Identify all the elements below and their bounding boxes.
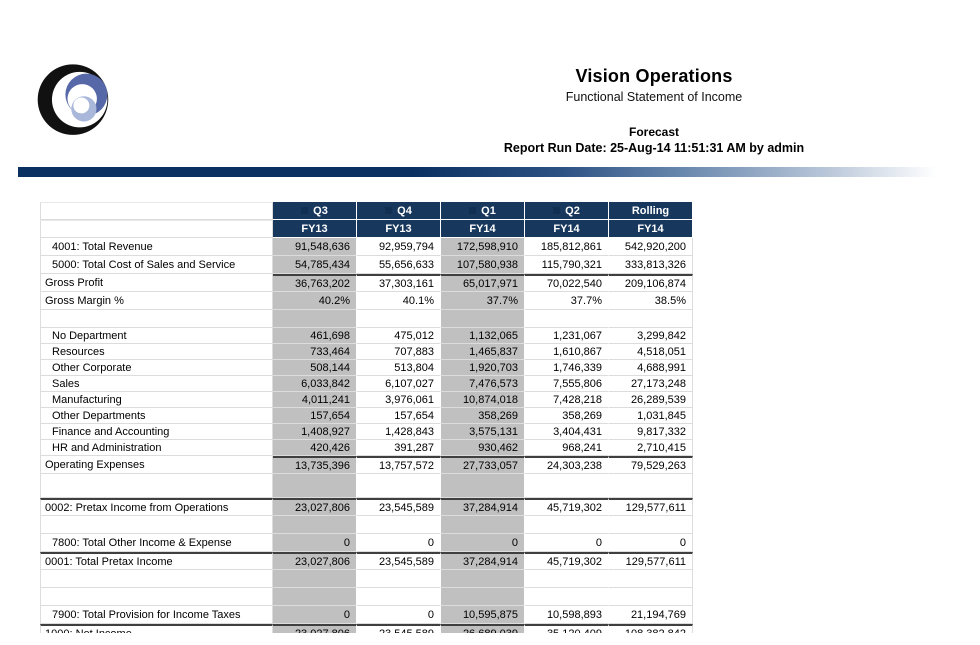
cell-q2-fy14: 968,241: [525, 440, 609, 456]
row-label: 4001: Total Revenue: [40, 238, 273, 256]
cell-q4-fy13: 513,804: [357, 360, 441, 376]
table-row: [40, 498, 694, 516]
cell-q4-fy13: [357, 588, 441, 606]
cell-q4-fy13: 0: [357, 534, 441, 552]
drill-icon: [301, 207, 308, 214]
cell-rolling-fy14: 129,577,611: [609, 552, 693, 570]
cell-q4-fy13: [357, 516, 441, 534]
spacer-row: [40, 570, 694, 588]
cell-rolling-fy14: 9,817,332: [609, 424, 693, 440]
cell-rolling-fy14: 129,577,611: [609, 498, 693, 516]
cell-q2-fy14: 45,719,302: [525, 498, 609, 516]
cell-q3-fy13: 23,027,806: [273, 552, 357, 570]
cell-rolling-fy14: 79,529,263: [609, 456, 693, 474]
spacer-row: [40, 516, 694, 534]
period-label: Q4: [397, 204, 412, 217]
table-row: [40, 606, 694, 624]
table-row: [40, 328, 694, 344]
cell-q3-fy13: 0: [273, 606, 357, 624]
cell-q2-fy14: [525, 516, 609, 534]
table-row: [40, 424, 694, 440]
drill-icon: [553, 207, 560, 214]
cell-q2-fy14: 1,746,339: [525, 360, 609, 376]
cell-q3-fy13: 6,033,842: [273, 376, 357, 392]
table-row: [40, 440, 694, 456]
table-row: [40, 238, 694, 256]
cell-q1-fy14: 10,595,875: [441, 606, 525, 624]
drill-icon: [469, 207, 476, 214]
cell-rolling-fy14: 21,194,769: [609, 606, 693, 624]
table-row: [40, 256, 694, 274]
cell-q4-fy13: 3,976,061: [357, 392, 441, 408]
cell-q2-fy14: 1,231,067: [525, 328, 609, 344]
cell-rolling-fy14: 0: [609, 534, 693, 552]
cell-q3-fy13: 91,548,636: [273, 238, 357, 256]
cell-rolling-fy14: 4,688,991: [609, 360, 693, 376]
cell-q4-fy13: 475,012: [357, 328, 441, 344]
cell-rolling-fy14: 38.5%: [609, 292, 693, 310]
table-row: [40, 274, 694, 292]
row-label: Other Departments: [40, 408, 273, 424]
cell-q2-fy14: [525, 588, 609, 606]
cell-q3-fy13: [273, 310, 357, 328]
row-label: 0002: Pretax Income from Operations: [40, 498, 273, 516]
cell-q2-fy14: [525, 310, 609, 328]
cell-q1-fy14: [441, 570, 525, 588]
cell-q2-fy14: 1,610,867: [525, 344, 609, 360]
cell-q2-fy14: [525, 474, 609, 498]
cell-q4-fy13: 391,287: [357, 440, 441, 456]
cell-rolling-fy14: 26,289,539: [609, 392, 693, 408]
column-header-q1[interactable]: [441, 202, 525, 220]
cell-rolling-fy14: 1,031,845: [609, 408, 693, 424]
table-row: [40, 344, 694, 360]
cell-q4-fy13: 40.1%: [357, 292, 441, 310]
row-label: Other Corporate: [40, 360, 273, 376]
cell-rolling-fy14: 542,920,200: [609, 238, 693, 256]
report-title: Functional Statement of Income: [565, 90, 743, 104]
cell-q2-fy14: 3,404,431: [525, 424, 609, 440]
cell-q3-fy13: 1,408,927: [273, 424, 357, 440]
row-label: [40, 516, 273, 534]
header-row-period: [40, 202, 694, 220]
row-label: Operating Expenses: [40, 456, 273, 474]
spacer-row: [40, 588, 694, 606]
cell-q3-fy13: 54,785,434: [273, 256, 357, 274]
header-row-year: [40, 220, 694, 238]
column-header-q3[interactable]: [273, 202, 357, 220]
cell-q1-fy14: 3,575,131: [441, 424, 525, 440]
cell-q3-fy13: 4,011,241: [273, 392, 357, 408]
cell-q2-fy14: 185,812,861: [525, 238, 609, 256]
spacer-row: [40, 474, 694, 498]
cell-q1-fy14: 107,580,938: [441, 256, 525, 274]
row-label: Finance and Accounting: [40, 424, 273, 440]
cell-q4-fy13: 23,545,589: [357, 552, 441, 570]
cell-q3-fy13: 40.2%: [273, 292, 357, 310]
cell-q4-fy13: 55,656,633: [357, 256, 441, 274]
row-label: Manufacturing: [40, 392, 273, 408]
row-label: [40, 588, 273, 606]
table-row: [40, 360, 694, 376]
row-label: Gross Margin %: [40, 292, 273, 310]
company-name: Vision Operations: [575, 66, 733, 86]
table-row: [40, 392, 694, 408]
cell-q4-fy13: 13,757,572: [357, 456, 441, 474]
cell-q2-fy14: 70,022,540: [525, 274, 609, 292]
cell-q4-fy13: 92,959,794: [357, 238, 441, 256]
cell-q1-fy14: 37.7%: [441, 292, 525, 310]
cell-q3-fy13: 420,426: [273, 440, 357, 456]
cell-q1-fy14: [441, 310, 525, 328]
cell-q4-fy13: 707,883: [357, 344, 441, 360]
cell-q3-fy13: [273, 516, 357, 534]
gradient-divider-bar: [18, 167, 955, 177]
cell-q4-fy13: 37,303,161: [357, 274, 441, 292]
cell-rolling-fy14: 27,173,248: [609, 376, 693, 392]
cell-q4-fy13: [357, 570, 441, 588]
cell-q1-fy14: 172,598,910: [441, 238, 525, 256]
cell-q4-fy13: 23,545,589: [357, 498, 441, 516]
cell-rolling-fy14: 3,299,842: [609, 328, 693, 344]
cell-rolling-fy14: [609, 310, 693, 328]
year-header-fy14: FY14: [609, 220, 693, 238]
cell-q2-fy14: [525, 570, 609, 588]
cell-q1-fy14: 7,476,573: [441, 376, 525, 392]
year-header-fy14: FY14: [525, 220, 609, 238]
table-row: [40, 456, 694, 474]
header-label-spacer: [40, 202, 273, 220]
cell-q2-fy14: 10,598,893: [525, 606, 609, 624]
table-row: [40, 292, 694, 310]
column-header-rolling[interactable]: [609, 202, 693, 220]
cell-q1-fy14: 358,269: [441, 408, 525, 424]
row-label: [40, 474, 273, 498]
column-header-q2[interactable]: [525, 202, 609, 220]
cell-q4-fy13: 0: [357, 606, 441, 624]
cell-q3-fy13: 36,763,202: [273, 274, 357, 292]
row-label: No Department: [40, 328, 273, 344]
cell-q3-fy13: [273, 570, 357, 588]
cell-rolling-fy14: [609, 570, 693, 588]
cell-q3-fy13: 461,698: [273, 328, 357, 344]
cell-q1-fy14: 37,284,914: [441, 552, 525, 570]
cell-q4-fy13: [357, 474, 441, 498]
cell-q2-fy14: 7,428,218: [525, 392, 609, 408]
cell-q3-fy13: 508,144: [273, 360, 357, 376]
period-label: Q1: [481, 204, 496, 217]
spacer-row: [40, 310, 694, 328]
cell-q1-fy14: 37,284,914: [441, 498, 525, 516]
drill-icon: [385, 207, 392, 214]
row-label: Resources: [40, 344, 273, 360]
cell-q1-fy14: 1,920,703: [441, 360, 525, 376]
cell-q3-fy13: 733,464: [273, 344, 357, 360]
run-date: Report Run Date: 25-Aug-14 11:51:31 AM by admin: [503, 141, 805, 155]
cell-q2-fy14: 7,555,806: [525, 376, 609, 392]
period-label: Q3: [313, 204, 328, 217]
row-label: [40, 570, 273, 588]
cell-rolling-fy14: [609, 588, 693, 606]
cell-q1-fy14: 27,733,057: [441, 456, 525, 474]
cell-q4-fy13: 157,654: [357, 408, 441, 424]
table-row: [40, 376, 694, 392]
swoosh-logo-icon: [36, 58, 120, 148]
cell-rolling-fy14: [609, 516, 693, 534]
cell-q1-fy14: 0: [441, 534, 525, 552]
cell-q3-fy13: 13,735,396: [273, 456, 357, 474]
table-row: [40, 534, 694, 552]
cell-q4-fy13: 6,107,027: [357, 376, 441, 392]
cell-q2-fy14: 24,303,238: [525, 456, 609, 474]
cell-q3-fy13: [273, 588, 357, 606]
cell-q1-fy14: 1,465,837: [441, 344, 525, 360]
cell-q2-fy14: 358,269: [525, 408, 609, 424]
row-label: 0001: Total Pretax Income: [40, 552, 273, 570]
cell-q1-fy14: [441, 588, 525, 606]
company-logo: [36, 58, 120, 148]
report-title-block: [404, 66, 904, 104]
year-header-fy13: FY13: [357, 220, 441, 238]
income-statement-table: [40, 202, 694, 642]
cell-q3-fy13: 23,027,806: [273, 498, 357, 516]
row-label: 7800: Total Other Income & Expense: [40, 534, 273, 552]
cell-q2-fy14: 0: [525, 534, 609, 552]
table-row: [40, 408, 694, 424]
cell-q1-fy14: [441, 474, 525, 498]
cell-q1-fy14: 1,132,065: [441, 328, 525, 344]
cell-q1-fy14: 65,017,971: [441, 274, 525, 292]
cell-rolling-fy14: 2,710,415: [609, 440, 693, 456]
table-row: [40, 552, 694, 570]
report-meta-block: [404, 125, 904, 155]
cell-q1-fy14: [441, 516, 525, 534]
row-label: Sales: [40, 376, 273, 392]
page-bottom-cutoff: [0, 633, 980, 645]
row-label: 7900: Total Provision for Income Taxes: [40, 606, 273, 624]
year-header-fy13: FY13: [273, 220, 357, 238]
cell-rolling-fy14: 4,518,051: [609, 344, 693, 360]
row-label: Gross Profit: [40, 274, 273, 292]
row-label: HR and Administration: [40, 440, 273, 456]
scenario-label: Forecast: [628, 125, 680, 139]
cell-q1-fy14: 930,462: [441, 440, 525, 456]
cell-q3-fy13: 157,654: [273, 408, 357, 424]
cell-q4-fy13: [357, 310, 441, 328]
cell-q2-fy14: 115,790,321: [525, 256, 609, 274]
cell-q2-fy14: 45,719,302: [525, 552, 609, 570]
cell-q1-fy14: 10,874,018: [441, 392, 525, 408]
cell-q4-fy13: 1,428,843: [357, 424, 441, 440]
cell-q2-fy14: 37.7%: [525, 292, 609, 310]
row-label: [40, 310, 273, 328]
header-label-spacer: [40, 220, 273, 238]
column-header-q4[interactable]: [357, 202, 441, 220]
cell-rolling-fy14: 209,106,874: [609, 274, 693, 292]
cell-q3-fy13: [273, 474, 357, 498]
year-header-fy14: FY14: [441, 220, 525, 238]
period-label: Q2: [565, 204, 580, 217]
period-label: Rolling: [631, 204, 670, 217]
cell-q3-fy13: 0: [273, 534, 357, 552]
cell-rolling-fy14: [609, 474, 693, 498]
cell-rolling-fy14: 333,813,326: [609, 256, 693, 274]
row-label: 5000: Total Cost of Sales and Service: [40, 256, 273, 274]
